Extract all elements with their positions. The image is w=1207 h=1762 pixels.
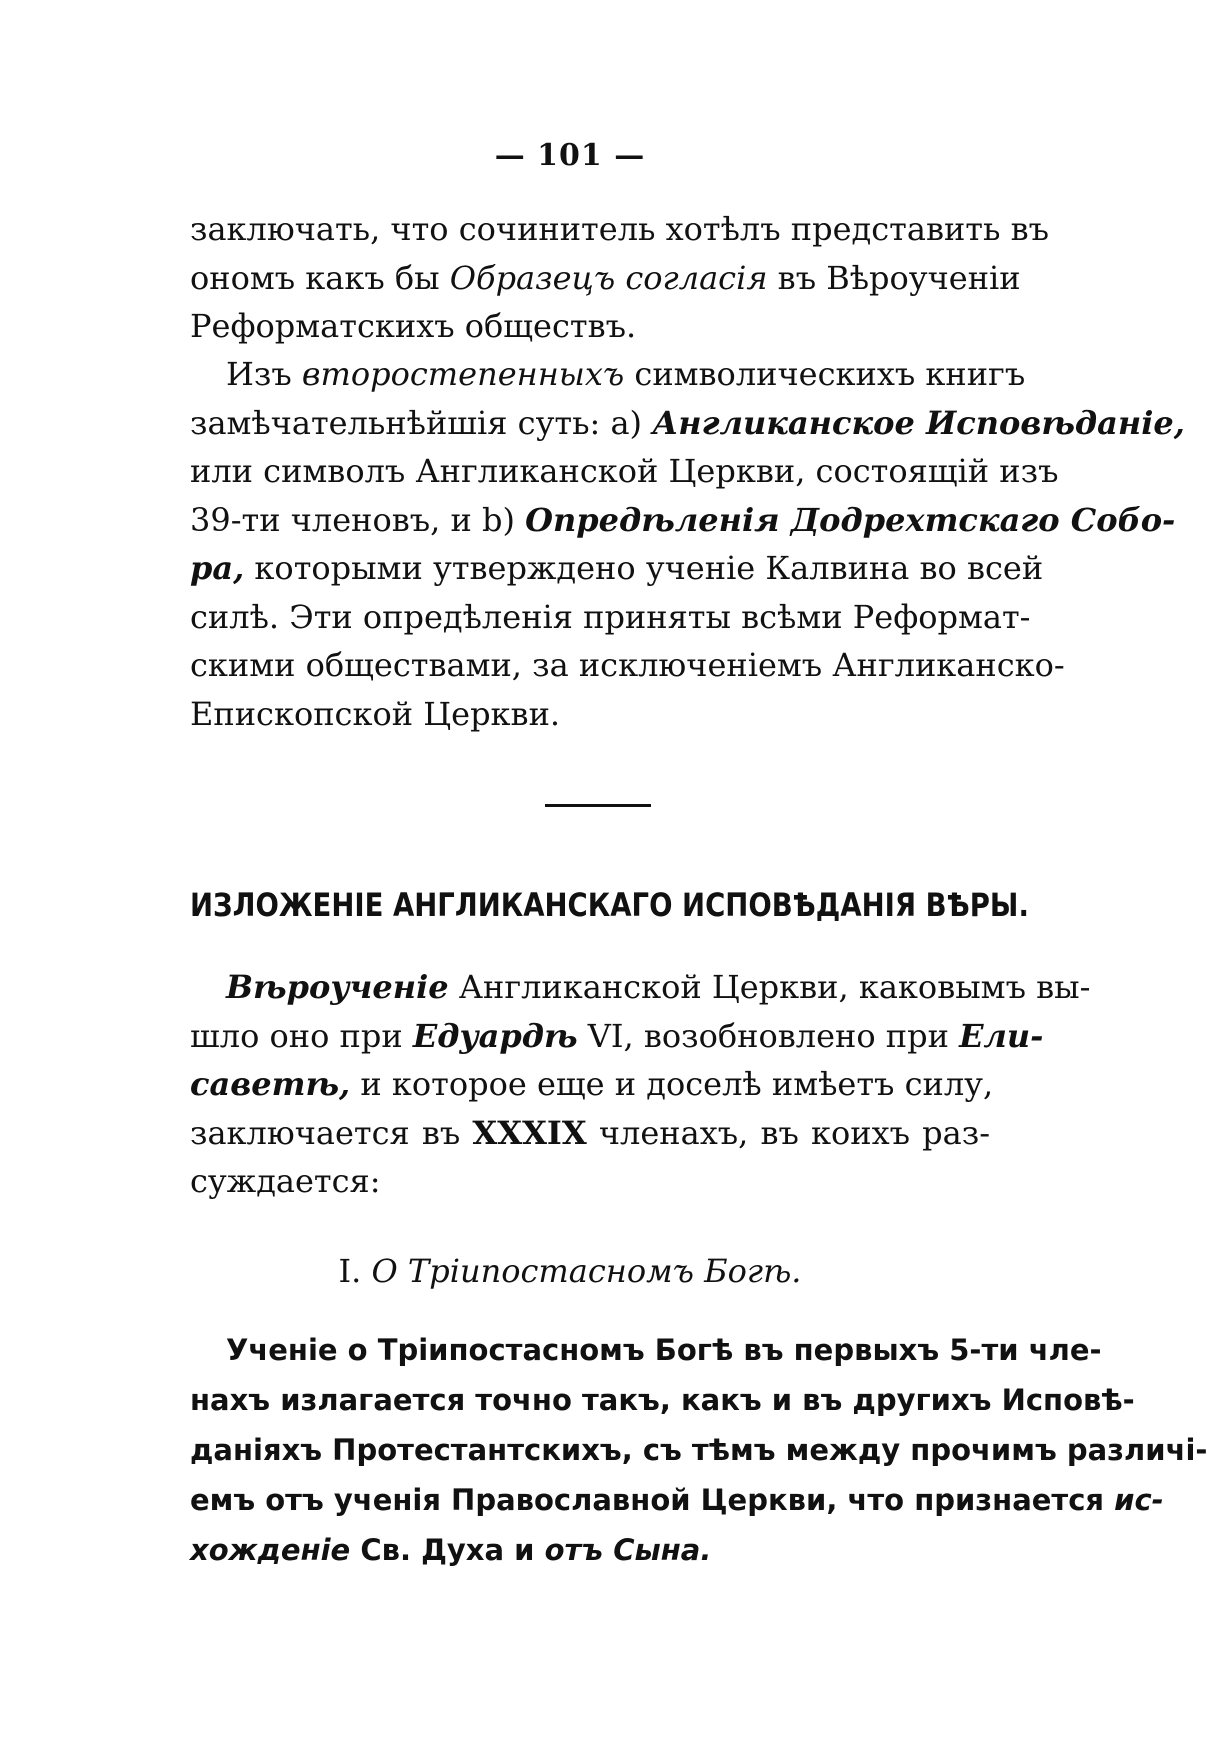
- text-line: силѣ. Эти опредѣленія приняты всѣми Реформат-: [190, 597, 1031, 636]
- text-line: Реформатскихъ обществъ.: [190, 307, 637, 345]
- text-line: емъ отъ ученія Православной Церкви, что признается ис-: [190, 1483, 1164, 1517]
- text-line: Изъ второстепенныхъ символическихъ книгъ: [226, 355, 1026, 393]
- subsection-heading: I. О Тріипостасномъ Богѣ.: [338, 1252, 802, 1290]
- text-line: или символъ Англиканской Церкви, состоящій изъ: [190, 452, 1059, 490]
- text-line: Ученіе о Тріипостасномъ Богѣ въ первыхъ 5-ти чле-: [226, 1333, 1102, 1367]
- text-line: заключать, что сочинитель хотѣлъ представить въ: [190, 210, 1049, 248]
- paragraph-4: [190, 1325, 1207, 1575]
- text-line: замѣчательнѣйшія суть: a) Англиканское Исповѣданіе,: [190, 403, 1185, 442]
- paragraph-3: [190, 963, 1091, 1206]
- text-line: саветѣ, и которое еще и доселѣ имѣетъ силу,: [190, 1065, 994, 1103]
- page-number: — 101 —: [494, 138, 646, 173]
- text-line: ономъ какъ бы Образецъ согласія въ Вѣроученіи: [190, 258, 1021, 297]
- text-line: Епископской Церкви.: [190, 694, 561, 733]
- text-line: хожденіе Св. Духа и отъ Сына.: [190, 1533, 712, 1567]
- text-line: Вѣроученіе Англиканской Церкви, каковымъ вы-: [226, 968, 1091, 1006]
- section-heading: ИЗЛОЖЕНІЕ АНГЛИКАНСКАГО ИСПОВѢДАНІЯ ВѢРЫ.: [190, 886, 1029, 924]
- text-line: шло оно при Едуардѣ VI, возобновлено при Ели-: [190, 1016, 1044, 1055]
- text-line: 39-ти членовъ, и b) Опредѣленія Додрехтскаго Собо-: [190, 500, 1176, 539]
- text-line: ра, которыми утверждено ученіе Калвина во всей: [190, 549, 1044, 587]
- text-line: скими обществами, за исключеніемъ Англиканско-: [190, 646, 1065, 684]
- text-line: даніяхъ Протестантскихъ, съ тѣмъ между прочимъ различі-: [190, 1433, 1207, 1467]
- text-line: нахъ излагается точно такъ, какъ и въ другихъ Исповѣ-: [190, 1383, 1135, 1417]
- text-line: суждается:: [190, 1162, 381, 1200]
- text-line: заключается въ XXXIX членахъ, въ коихъ раз-: [190, 1113, 990, 1152]
- paragraph-1: [190, 205, 1049, 351]
- section-divider: [545, 804, 651, 807]
- paragraph-2: [190, 350, 1185, 738]
